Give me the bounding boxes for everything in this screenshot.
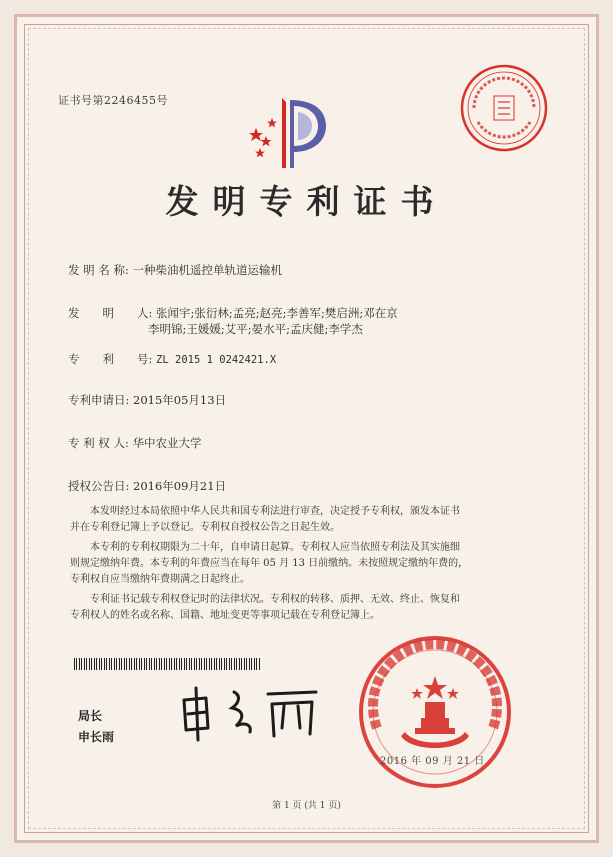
patent-number-row bbox=[68, 351, 276, 367]
director-role: 局长 bbox=[78, 709, 103, 723]
notice-p2a: 本专利的专利权期限为二十年，自申请日起算。专利权人应当依照专利法及其实施细 bbox=[90, 542, 460, 553]
notice-p1a: 本发明经过本局依照中华人民共和国专利法进行审查，决定授予专利权，颁发本证书 bbox=[90, 506, 460, 517]
patent-number-value: ZL 2015 1 0242421.X bbox=[156, 354, 277, 366]
grant-date-label: 授权公告日: bbox=[68, 479, 130, 493]
filing-date-value: 2015年05月13日 bbox=[133, 393, 227, 407]
grant-date-row bbox=[68, 478, 226, 494]
small-seal-icon bbox=[458, 62, 550, 154]
inventors-line-1: 张闻宇;张衍林;孟亮;赵亮;李善军;樊启洲;邓在京 bbox=[156, 306, 398, 320]
notice-p3b: 专利权人的姓名或名称、国籍、地址变更等事项记载在专利登记簿上。 bbox=[70, 610, 380, 621]
inventors-line-2: 李明锦;王媛媛;艾平;晏水平;孟庆健;李学杰 bbox=[148, 322, 363, 336]
notice-p3a: 专利证书记载专利权登记时的法律状况。专利权的转移、质押、无效、终止、恢复和 bbox=[90, 594, 460, 605]
notice-p1b: 并在专利登记簿上予以登记。专利权自授权公告之日起生效。 bbox=[70, 522, 340, 533]
patentee-row bbox=[68, 435, 202, 451]
certificate-number: 证书号第2246455号 bbox=[58, 94, 168, 107]
director-name: 申长雨 bbox=[78, 730, 115, 744]
notice-p2c: 专利权自应当缴纳年费期满之日起终止。 bbox=[70, 574, 250, 585]
inventor-label: 发 明 人: bbox=[68, 306, 153, 320]
certificate-title: 发明专利证书 bbox=[165, 182, 448, 221]
barcode-icon bbox=[74, 658, 262, 670]
invention-name-label: 发 明 名 称: bbox=[68, 263, 129, 277]
patent-office-seal-icon bbox=[355, 632, 515, 792]
grant-date-value: 2016年09月21日 bbox=[133, 479, 227, 493]
seal-date: 2016 年 09 月 21 日 bbox=[380, 756, 485, 767]
notice-text bbox=[70, 504, 540, 624]
filing-date-label: 专利申请日: bbox=[68, 393, 130, 407]
patent-number-label: 专 利 号: bbox=[68, 352, 153, 366]
handwritten-signature-icon bbox=[176, 682, 326, 742]
invention-name-value: 一种柴油机遥控单轨道运输机 bbox=[132, 263, 282, 277]
patent-office-logo-icon bbox=[246, 92, 332, 174]
inventor-row bbox=[68, 305, 398, 321]
notice-p2b: 则规定缴纳年费。本专利的年费应当在每年 05 月 13 日前缴纳。未按照规定缴纳年费的， bbox=[70, 558, 469, 569]
invention-name-row bbox=[68, 262, 282, 278]
patentee-label: 专 利 权 人: bbox=[68, 436, 129, 450]
filing-date-row bbox=[68, 392, 226, 408]
page-number: 第 1 页 (共 1 页) bbox=[272, 801, 341, 811]
patentee-value: 华中农业大学 bbox=[132, 436, 202, 450]
